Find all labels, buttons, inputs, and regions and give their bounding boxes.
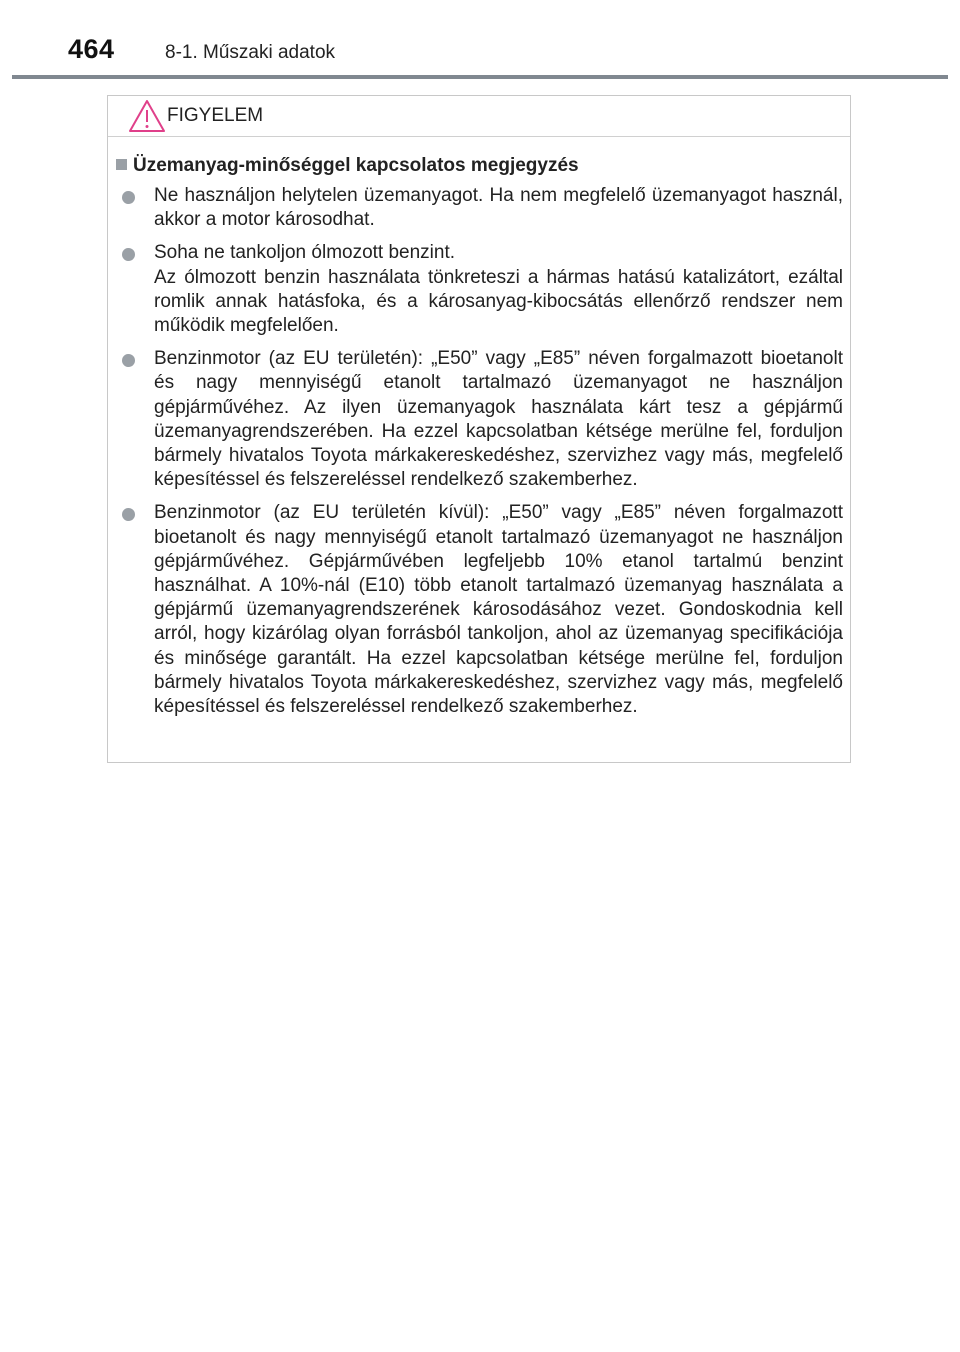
warning-triangle-icon	[128, 99, 166, 133]
square-bullet-icon	[116, 159, 127, 170]
list-item-text: Ne használjon helytelen üzemanyagot. Ha nem megfelelő üzemanyagot használ, akkor a motor károsodhat.	[154, 185, 843, 231]
list-item	[117, 184, 843, 232]
page-number: 464	[68, 34, 115, 64]
list-item	[117, 501, 843, 719]
page-header	[0, 0, 960, 80]
warning-list	[117, 184, 843, 728]
list-item-text: Soha ne tankoljon ólmozott benzint. Az ólmozott benzin használata tönkreteszi a hármas hatású katalizátort, ezáltal romlik annak hatásfoka, és a károsanyag-kibocsátás ellenőrző rendszer nem működik megfelelően.	[154, 242, 843, 337]
warning-header	[108, 96, 850, 137]
list-item-text: Benzinmotor (az EU területén kívül): „E50” vagy „E85” néven forgalmazott bioetanolt és nagy mennyiségű etanolt tartalmazó üzemanyagot ne használjon gépjárművéhez. Gépjárművében legfeljebb 10% etanol tartalmú benzint használhat. A 10%-nál (E10) több etanolt tartalmazó üzemanyag használata a gépjármű üzemanyagrendszerének károsodásához vezet. Gondoskodnia kell arról, hogy kizárólag olyan forrásból tankoljon, ahol az üzemanyag specifikációja és minősége garantált. Ha ezzel kapcsolatban kétsége merülne fel, forduljon bármely hivatalos Toyota márkakereskedéshez, szervizhez vagy más, megfelelő képesítéssel és felszereléssel rendelkező szakemberhez.	[154, 502, 843, 718]
list-item-text: Benzinmotor (az EU területén): „E50” vagy „E85” néven forgalmazott bioetanolt és nagy mennyiségű etanolt tartalmazó üzemanyagot ne használjon gépjárművéhez. Az ilyen üzemanyagok használata kárt tesz a gépjármű üzemanyagrendszerében. Ha ezzel kapcsolatban kétsége merülne fel, forduljon bármely hivatalos Toyota márkakereskedéshez, szervizhez vagy más, megfelelő képesítéssel és felszereléssel rendelkező szakemberhez.	[154, 348, 843, 491]
section-title: 8-1. Műszaki adatok	[165, 42, 336, 63]
warning-box	[107, 95, 851, 763]
list-item	[117, 241, 843, 338]
list-item	[117, 347, 843, 492]
warning-subheading	[116, 155, 579, 177]
bullet-dot-icon	[122, 191, 135, 204]
bullet-dot-icon	[122, 354, 135, 367]
warning-label: FIGYELEM	[167, 105, 264, 126]
header-rule	[12, 75, 948, 79]
subheading-text: Üzemanyag-minőséggel kapcsolatos megjegyzés	[133, 155, 579, 176]
bullet-dot-icon	[122, 248, 135, 261]
bullet-dot-icon	[122, 508, 135, 521]
